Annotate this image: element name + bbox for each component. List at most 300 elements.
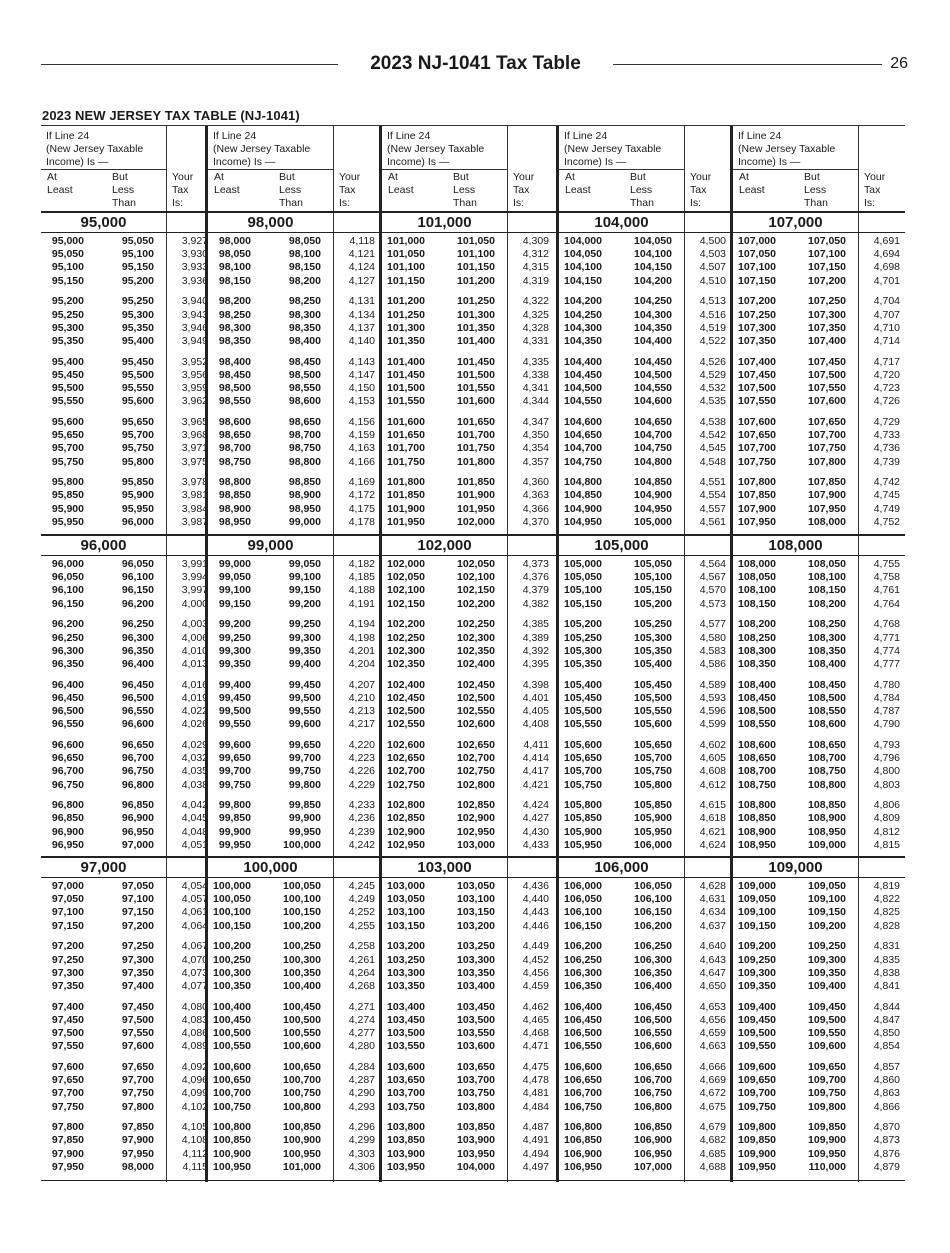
but-less-than-heading-line: Less (279, 184, 302, 196)
but-less-than-value: 96,600 (121, 718, 154, 731)
at-least-value: 102,550 (387, 718, 425, 731)
at-least-heading (214, 171, 240, 197)
table-row (208, 940, 379, 953)
but-less-than-value: 109,500 (808, 1013, 846, 1026)
tax-value: 3,978 (181, 476, 208, 489)
tax-value: 4,163 (348, 442, 375, 455)
table-row (733, 309, 905, 322)
heading-rule (41, 169, 166, 170)
table-row (382, 752, 556, 765)
at-least-value: 109,550 (738, 1040, 776, 1053)
but-less-than-value: 108,650 (808, 738, 846, 751)
if-line-heading-line: Income) Is — (213, 156, 276, 168)
but-less-than-value: 102,100 (457, 571, 495, 584)
table-row (733, 679, 905, 692)
table-row (208, 516, 379, 529)
table-row (733, 980, 905, 993)
at-least-value: 98,400 (218, 355, 251, 368)
table-row (41, 274, 208, 288)
tax-value: 4,245 (348, 880, 375, 892)
at-least-value: 96,750 (51, 778, 84, 791)
tax-value: 4,643 (699, 953, 726, 966)
tax-value: 4,497 (522, 1160, 549, 1173)
but-less-than-value: 106,700 (634, 1074, 672, 1087)
but-less-than-value: 98,700 (288, 429, 321, 442)
tax-value: 4,249 (348, 893, 375, 906)
tax-value: 4,656 (699, 1013, 726, 1026)
table-row (733, 779, 905, 792)
but-less-than-value: 109,550 (808, 1027, 846, 1039)
but-less-than-value: 105,500 (634, 691, 672, 704)
tax-value: 4,608 (699, 765, 726, 778)
at-least-value: 109,050 (738, 893, 776, 906)
table-row (733, 503, 905, 516)
at-least-value: 98,150 (218, 274, 251, 287)
table-row (382, 645, 556, 658)
table-row (559, 679, 730, 692)
tax-value: 4,443 (522, 906, 549, 919)
table-row (208, 309, 379, 322)
block-rule (41, 877, 205, 878)
at-least-value: 97,950 (51, 1160, 84, 1173)
tax-value: 4,586 (699, 657, 726, 670)
at-least-value: 98,750 (218, 455, 251, 468)
at-least-value: 107,200 (738, 295, 776, 308)
your-tax-heading (339, 171, 360, 210)
tax-value: 4,178 (348, 515, 375, 528)
block-rule (733, 211, 905, 213)
at-least-value: 101,950 (387, 515, 425, 528)
at-least-value: 106,100 (564, 906, 602, 919)
tax-value: 4,465 (522, 1013, 549, 1026)
table-row (41, 966, 208, 980)
at-least-value: 104,800 (564, 476, 602, 489)
at-least-value: 104,050 (564, 248, 602, 261)
table-row (382, 598, 556, 611)
at-least-value: 108,400 (738, 678, 776, 691)
at-least-value: 99,300 (218, 644, 251, 657)
but-less-than-value: 100,500 (283, 1013, 321, 1026)
table-row (382, 692, 556, 705)
table-row (733, 395, 905, 408)
but-less-than-value: 105,400 (634, 657, 672, 670)
but-less-than-value: 108,350 (808, 644, 846, 657)
table-row (559, 456, 730, 469)
table-row (41, 1060, 208, 1074)
table-row (208, 558, 379, 571)
but-less-than-value: 102,400 (457, 657, 495, 670)
tax-value: 4,051 (181, 838, 208, 851)
at-least-value: 104,900 (564, 502, 602, 515)
tax-value: 4,819 (873, 880, 900, 892)
if-line-heading (564, 130, 684, 169)
your-tax-heading-line: Tax (690, 184, 707, 196)
but-less-than-value: 105,750 (634, 765, 672, 778)
at-least-value: 95,800 (51, 476, 84, 489)
but-less-than-value: 96,400 (121, 657, 154, 670)
tax-value: 4,850 (873, 1027, 900, 1039)
at-least-value: 95,700 (51, 442, 84, 455)
table-row (559, 416, 730, 429)
but-less-than-value: 109,300 (808, 953, 846, 966)
at-least-heading (388, 171, 414, 197)
table-bottom-rule (208, 1180, 379, 1181)
at-least-value: 103,550 (387, 1040, 425, 1053)
table-row (382, 429, 556, 442)
table-row (559, 1001, 730, 1014)
table-row (733, 692, 905, 705)
table-row (41, 678, 208, 692)
but-less-than-value: 103,150 (457, 906, 495, 919)
tax-value: 4,879 (873, 1160, 900, 1173)
table-row (41, 906, 208, 919)
but-less-than-value: 104,450 (634, 355, 672, 368)
table-bottom-rule (733, 1180, 905, 1181)
table-row (559, 1148, 730, 1161)
tax-value: 3,991 (181, 558, 208, 570)
table-row (733, 765, 905, 778)
but-less-than-value: 95,700 (121, 429, 154, 442)
but-less-than-value: 104,950 (634, 502, 672, 515)
table-row (559, 880, 730, 893)
but-less-than-value: 106,650 (634, 1060, 672, 1073)
at-least-value: 101,450 (387, 368, 425, 381)
at-least-value: 106,450 (564, 1013, 602, 1026)
if-line-heading (213, 130, 333, 169)
table-row (208, 1148, 379, 1161)
tax-value: 4,682 (699, 1134, 726, 1147)
but-less-than-value: 107,500 (808, 368, 846, 381)
tax-value: 4,006 (181, 631, 208, 644)
at-least-value: 99,400 (218, 678, 251, 691)
at-least-value: 104,700 (564, 442, 602, 455)
table-row (208, 356, 379, 369)
table-row (382, 618, 556, 631)
block-rule (382, 856, 556, 858)
table-row (733, 940, 905, 953)
but-less-than-value: 104,200 (634, 274, 672, 287)
at-least-value: 105,000 (564, 558, 602, 570)
block-rule (41, 232, 205, 233)
block-rule (382, 232, 556, 233)
but-less-than-value: 108,050 (808, 558, 846, 570)
tax-value: 4,714 (873, 334, 900, 347)
tax-value: 4,172 (348, 489, 375, 502)
at-least-value: 97,850 (51, 1134, 84, 1147)
table-row (208, 645, 379, 658)
tax-value: 4,666 (699, 1060, 726, 1073)
but-less-than-value: 103,600 (457, 1040, 495, 1053)
table-row (208, 503, 379, 516)
at-least-value: 99,800 (218, 799, 251, 812)
table-row (208, 739, 379, 752)
at-least-value: 103,650 (387, 1074, 425, 1087)
table-row (208, 416, 379, 429)
tax-value: 3,927 (181, 235, 208, 247)
tax-value: 4,325 (522, 308, 549, 321)
table-row (733, 880, 905, 893)
at-least-heading-line: Least (565, 184, 591, 196)
table-row (382, 489, 556, 502)
but-less-than-value: 108,450 (808, 678, 846, 691)
but-less-than-value: 107,950 (808, 502, 846, 515)
table-row (559, 489, 730, 502)
table-row (41, 738, 208, 752)
table-row (559, 839, 730, 852)
but-less-than-heading (453, 171, 477, 210)
tax-value: 4,127 (348, 274, 375, 287)
table-row (382, 1134, 556, 1147)
tax-value: 4,312 (522, 248, 549, 261)
but-less-than-value: 97,450 (121, 1000, 154, 1013)
but-less-than-value: 109,000 (808, 838, 846, 851)
but-less-than-heading-line: But (453, 171, 469, 183)
block-rule (41, 534, 205, 536)
tax-value: 4,363 (522, 489, 549, 502)
block-rule (559, 877, 730, 878)
but-less-than-value: 99,550 (288, 705, 321, 717)
table-row (208, 248, 379, 261)
at-least-value: 109,400 (738, 1000, 776, 1013)
but-less-than-value: 96,500 (121, 691, 154, 704)
table-row (382, 1014, 556, 1027)
at-least-value: 103,150 (387, 919, 425, 932)
but-less-than-value: 97,200 (121, 919, 154, 932)
at-least-value: 101,250 (387, 308, 425, 321)
tax-value: 4,745 (873, 489, 900, 502)
if-line-heading (738, 130, 858, 169)
at-least-value: 95,350 (51, 334, 84, 347)
tax-value: 4,825 (873, 906, 900, 919)
table-row (559, 618, 730, 631)
at-least-value: 102,500 (387, 705, 425, 717)
table-row (733, 456, 905, 469)
at-least-value: 101,550 (387, 395, 425, 408)
tax-value: 4,764 (873, 597, 900, 610)
but-less-than-value: 101,250 (457, 295, 495, 308)
but-less-than-value: 98,050 (288, 235, 321, 247)
at-least-value: 108,800 (738, 799, 776, 812)
but-less-than-value: 95,100 (121, 248, 154, 261)
but-less-than-value: 109,200 (808, 919, 846, 932)
tax-value: 3,981 (181, 489, 208, 502)
table-row (733, 954, 905, 967)
your-tax-heading-line: Tax (513, 184, 530, 196)
but-less-than-value: 105,950 (634, 825, 672, 838)
table-row (733, 1040, 905, 1053)
tax-value: 4,042 (181, 799, 208, 812)
but-less-than-value: 105,550 (634, 705, 672, 717)
table-row (559, 739, 730, 752)
tax-value: 4,385 (522, 618, 549, 631)
at-least-value: 103,850 (387, 1134, 425, 1147)
tax-value: 4,650 (699, 979, 726, 992)
tax-value: 4,729 (873, 415, 900, 428)
table-row (559, 235, 730, 248)
table-row (733, 275, 905, 288)
tax-value: 4,089 (181, 1040, 208, 1053)
at-least-value: 100,250 (213, 953, 251, 966)
but-less-than-value: 104,750 (634, 442, 672, 455)
tax-value: 4,551 (699, 476, 726, 489)
table-row (559, 429, 730, 442)
at-least-value: 96,900 (51, 825, 84, 838)
at-least-value: 102,850 (387, 812, 425, 825)
at-least-value: 108,700 (738, 765, 776, 778)
block-rule (382, 877, 556, 878)
at-least-value: 100,050 (213, 893, 251, 906)
but-less-than-value: 100,400 (283, 979, 321, 992)
table-row (559, 893, 730, 906)
but-less-than-heading (804, 171, 828, 210)
at-least-value: 104,650 (564, 429, 602, 442)
table-row (382, 571, 556, 584)
at-least-value: 106,550 (564, 1040, 602, 1053)
but-less-than-value: 105,050 (634, 558, 672, 570)
but-less-than-value: 95,500 (121, 368, 154, 381)
at-least-value: 109,850 (738, 1134, 776, 1147)
table-row (559, 980, 730, 993)
at-least-value: 107,400 (738, 355, 776, 368)
table-row (559, 692, 730, 705)
but-less-than-value: 100,650 (283, 1060, 321, 1073)
tax-value: 4,003 (181, 618, 208, 631)
tax-value: 4,048 (181, 825, 208, 838)
tax-value: 4,392 (522, 644, 549, 657)
but-less-than-value: 97,500 (121, 1013, 154, 1026)
at-least-value: 102,050 (387, 571, 425, 584)
but-less-than-value: 97,350 (121, 966, 154, 979)
at-least-value: 97,600 (51, 1060, 84, 1073)
but-less-than-value: 108,200 (808, 597, 846, 610)
table-row (559, 954, 730, 967)
but-less-than-value: 98,350 (288, 321, 321, 334)
but-less-than-value: 105,900 (634, 812, 672, 825)
table-row (559, 395, 730, 408)
but-less-than-value: 95,050 (121, 235, 154, 247)
but-less-than-value: 108,250 (808, 618, 846, 631)
table-row (733, 295, 905, 308)
but-less-than-value: 103,400 (457, 979, 495, 992)
but-less-than-value: 104,250 (634, 295, 672, 308)
but-less-than-value: 104,300 (634, 308, 672, 321)
but-less-than-value: 101,050 (457, 235, 495, 247)
tax-value: 3,959 (181, 382, 208, 394)
at-least-value: 107,500 (738, 382, 776, 394)
tax-value: 4,000 (181, 597, 208, 610)
tax-value: 4,175 (348, 502, 375, 515)
table-row (382, 382, 556, 395)
at-least-value: 108,350 (738, 657, 776, 670)
at-least-value: 105,250 (564, 631, 602, 644)
but-less-than-value: 103,100 (457, 893, 495, 906)
at-least-value: 101,900 (387, 502, 425, 515)
tax-value: 4,092 (181, 1060, 208, 1073)
table-row (382, 906, 556, 919)
tax-value: 4,341 (522, 382, 549, 394)
tax-value: 4,835 (873, 953, 900, 966)
at-least-value: 102,750 (387, 778, 425, 791)
at-least-value: 104,350 (564, 334, 602, 347)
but-less-than-value: 110,000 (808, 1160, 846, 1173)
at-least-value: 105,750 (564, 778, 602, 791)
table-row (208, 967, 379, 980)
but-less-than-value: 107,150 (808, 261, 846, 274)
tax-value: 4,478 (522, 1074, 549, 1087)
page-number: 26 (890, 55, 908, 72)
but-less-than-value: 99,500 (288, 691, 321, 704)
but-less-than-heading (112, 171, 136, 210)
at-least-value: 105,700 (564, 765, 602, 778)
tax-value: 4,322 (522, 295, 549, 308)
but-less-than-value: 104,400 (634, 334, 672, 347)
table-row (208, 692, 379, 705)
tax-value: 4,411 (523, 738, 549, 751)
but-less-than-value: 97,000 (121, 838, 154, 851)
tax-value: 4,471 (522, 1040, 549, 1053)
but-less-than-value: 108,700 (808, 752, 846, 765)
table-row (559, 503, 730, 516)
at-least-value: 103,800 (387, 1121, 425, 1134)
but-less-than-value: 98,800 (288, 455, 321, 468)
page-title: 2023 NJ-1041 Tax Table (370, 53, 581, 74)
if-line-heading-line: Income) Is — (46, 156, 109, 168)
tax-value: 4,150 (348, 382, 375, 394)
block-rule (733, 534, 905, 536)
tax-value: 4,045 (181, 812, 208, 825)
table-row (733, 1161, 905, 1174)
tax-value: 4,427 (522, 812, 549, 825)
table-row (208, 1074, 379, 1087)
tax-value: 4,194 (348, 618, 375, 631)
but-less-than-value: 99,850 (288, 799, 321, 812)
tax-value: 4,854 (873, 1040, 900, 1053)
but-less-than-value: 103,550 (457, 1027, 495, 1039)
table-row (382, 1161, 556, 1174)
tax-value: 4,806 (873, 799, 900, 812)
but-less-than-value: 103,800 (457, 1100, 495, 1113)
tax-value: 4,182 (348, 558, 375, 570)
at-least-value: 106,000 (564, 880, 602, 892)
at-least-value: 106,350 (564, 979, 602, 992)
tax-value: 4,800 (873, 765, 900, 778)
tax-value: 4,258 (348, 940, 375, 953)
table-row (733, 1087, 905, 1100)
at-least-value: 105,200 (564, 618, 602, 631)
tax-value: 4,121 (348, 248, 375, 261)
tax-value: 4,315 (522, 261, 549, 274)
but-less-than-value: 96,300 (121, 631, 154, 644)
your-tax-heading (690, 171, 711, 210)
but-less-than-value: 108,600 (808, 718, 846, 731)
at-least-value: 99,150 (218, 597, 251, 610)
at-least-value: 105,850 (564, 812, 602, 825)
table-row (41, 1000, 208, 1014)
tax-value: 4,233 (348, 799, 375, 812)
at-least-value: 101,000 (387, 235, 425, 247)
tax-value: 4,564 (699, 558, 726, 570)
tax-value: 4,580 (699, 631, 726, 644)
table-row (41, 248, 208, 261)
tax-value: 4,704 (873, 295, 900, 308)
at-least-value: 106,850 (564, 1134, 602, 1147)
tax-value: 3,946 (181, 321, 208, 334)
tax-value: 4,669 (699, 1074, 726, 1087)
table-row (382, 954, 556, 967)
table-row (559, 1101, 730, 1114)
but-less-than-value: 95,600 (121, 395, 154, 408)
table-row (208, 1014, 379, 1027)
